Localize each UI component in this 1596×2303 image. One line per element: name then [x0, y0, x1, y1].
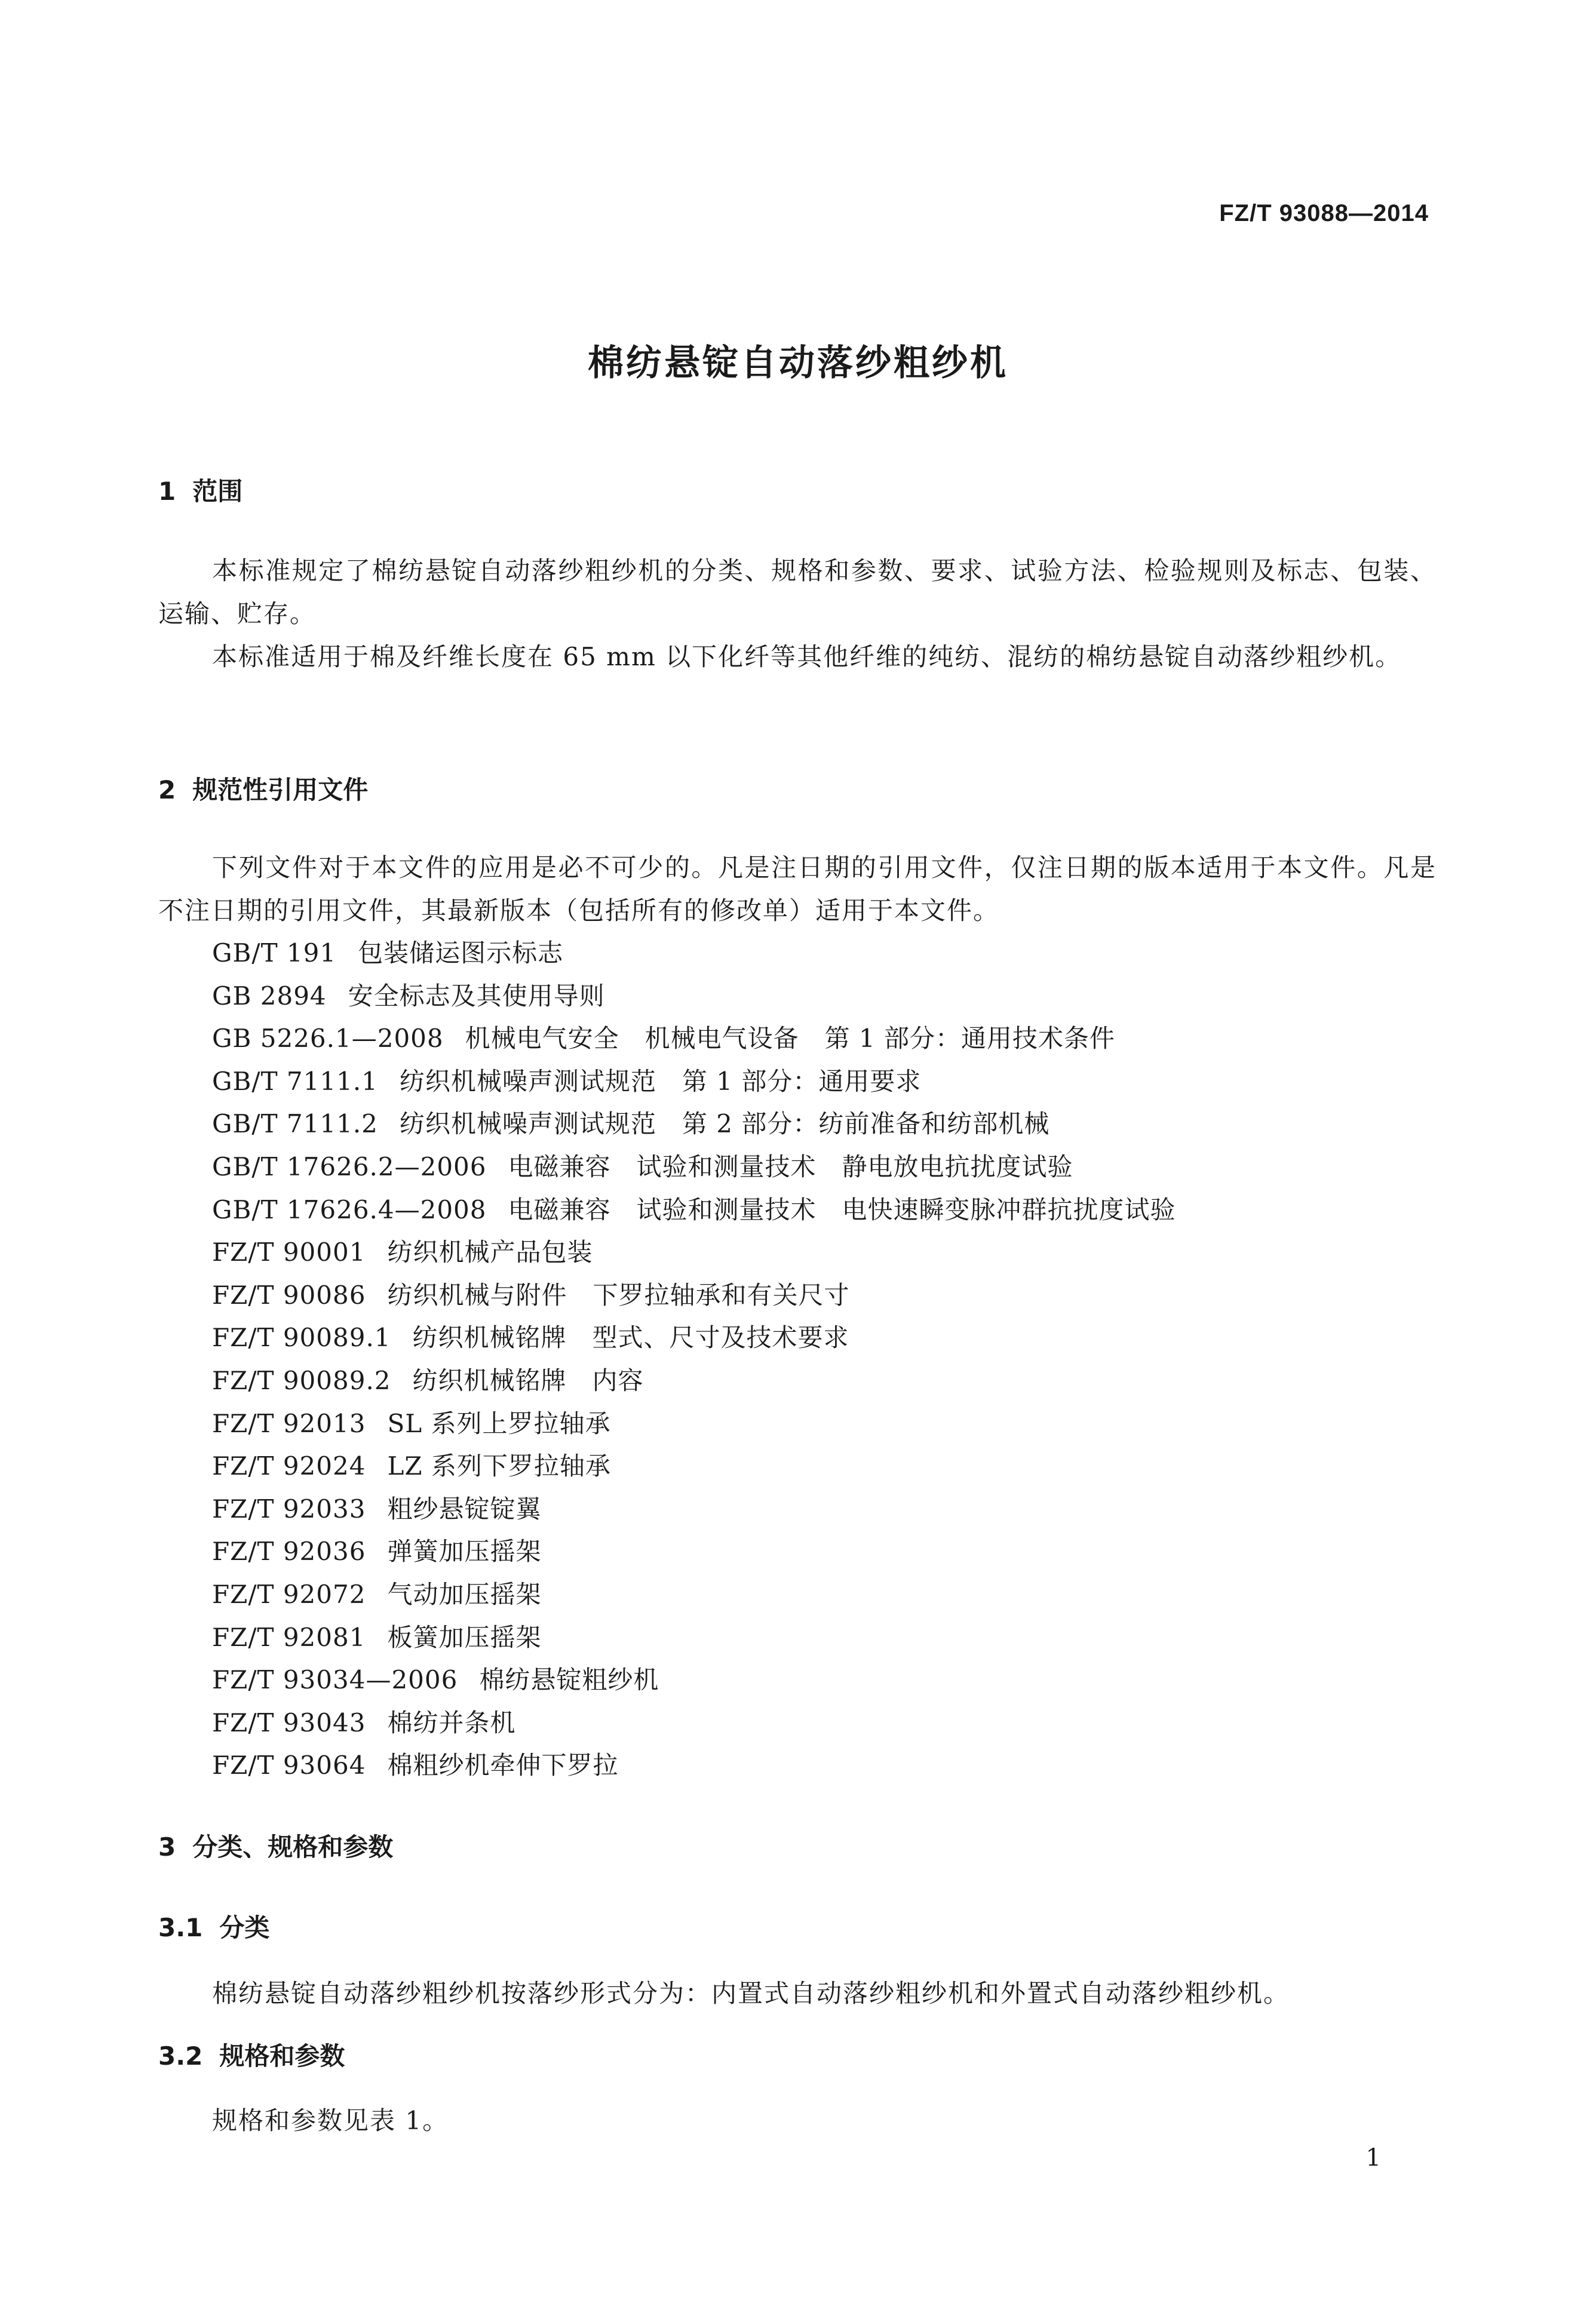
section-2-heading — [158, 770, 368, 806]
reference-title: 弹簧加压摇架 — [387, 1537, 542, 1567]
reference-code: FZ/T 90001 — [212, 1238, 366, 1267]
reference-title: 粗纱悬锭锭翼 — [387, 1494, 542, 1524]
reference-code: GB/T 191 — [212, 938, 337, 968]
reference-code: GB/T 17626.2—2006 — [212, 1152, 487, 1181]
reference-title: 纺织机械与附件 下罗拉轴承和有关尺寸 — [387, 1280, 850, 1310]
reference-title: 棉粗纱机牵伸下罗拉 — [387, 1751, 619, 1780]
reference-title: 机械电气安全 机械电气设备 第 1 部分：通用技术条件 — [465, 1024, 1116, 1054]
reference-code: GB/T 17626.4—2008 — [212, 1195, 487, 1224]
reference-code: FZ/T 93043 — [212, 1708, 366, 1737]
section-number: 3 — [158, 1832, 176, 1862]
reference-code: FZ/T 90086 — [212, 1280, 366, 1310]
reference-code: FZ/T 92013 — [212, 1408, 366, 1438]
section-number: 3.1 — [158, 1913, 203, 1942]
reference-title: 棉纺并条机 — [387, 1708, 516, 1737]
reference-code: GB 2894 — [212, 981, 327, 1011]
reference-title: 板簧加压摇架 — [387, 1622, 542, 1652]
section-number: 3.2 — [158, 2041, 203, 2071]
reference-code: FZ/T 92036 — [212, 1537, 366, 1567]
reference-title: LZ 系列下罗拉轴承 — [387, 1451, 611, 1481]
reference-code: GB/T 7111.1 — [212, 1066, 378, 1096]
reference-title: 纺织机械噪声测试规范 第 2 部分：纺前准备和纺部机械 — [399, 1109, 1050, 1139]
document-title: 棉纺悬锭自动落纱粗纱机 — [588, 342, 1008, 384]
list-item — [212, 1017, 1176, 1060]
section-title: 规范性引用文件 — [192, 775, 369, 804]
list-item — [212, 1060, 1176, 1103]
list-item — [212, 1659, 1176, 1702]
reference-title: 纺织机械产品包装 — [387, 1238, 593, 1267]
section-number: 1 — [158, 477, 176, 506]
standard-code: FZ/T 93088—2014 — [1219, 200, 1429, 226]
section-1-heading — [158, 472, 243, 508]
section-title: 规格和参数 — [219, 2041, 345, 2071]
list-item — [212, 1445, 1176, 1488]
list-item — [212, 1573, 1176, 1616]
specification-text: 规格和参数见表 1。 — [212, 2106, 449, 2135]
reference-code: FZ/T 93034—2006 — [212, 1665, 458, 1695]
reference-title: 包装储运图示标志 — [358, 938, 564, 968]
reference-code: FZ/T 90089.2 — [212, 1365, 391, 1395]
reference-code: FZ/T 93064 — [212, 1751, 366, 1780]
list-item — [212, 1274, 1176, 1317]
list-item — [212, 1316, 1176, 1359]
list-item — [212, 1359, 1176, 1402]
section-3-heading — [158, 1828, 393, 1863]
reference-code: FZ/T 92081 — [212, 1622, 366, 1652]
reference-list — [212, 932, 1176, 1787]
section-3-1-heading — [158, 1908, 269, 1944]
page-number: 1 — [1365, 2144, 1381, 2172]
list-item — [212, 1702, 1176, 1745]
reference-title: 电磁兼容 试验和测量技术 电快速瞬变脉冲群抗扰度试验 — [508, 1195, 1176, 1224]
references-intro: 下列文件对于本文件的应用是必不可少的。凡是注日期的引用文件，仅注日期的版本适用于本文件。凡是不注日期的引用文件，其最新版本（包括所有的修改单）适用于本文件。 — [158, 853, 1437, 925]
reference-code: GB 5226.1—2008 — [212, 1024, 444, 1054]
list-item — [212, 1103, 1176, 1146]
reference-code: FZ/T 92072 — [212, 1579, 366, 1609]
section-number: 2 — [158, 775, 176, 804]
list-item — [212, 1530, 1176, 1573]
reference-code: GB/T 7111.2 — [212, 1109, 378, 1139]
list-item — [212, 1189, 1176, 1232]
reference-title: 电磁兼容 试验和测量技术 静电放电抗扰度试验 — [508, 1152, 1073, 1181]
list-item — [212, 1616, 1176, 1659]
list-item — [212, 932, 1176, 975]
reference-code: FZ/T 92033 — [212, 1494, 366, 1524]
reference-title: 纺织机械噪声测试规范 第 1 部分：通用要求 — [399, 1066, 922, 1096]
list-item — [212, 1402, 1176, 1445]
reference-title: 纺织机械铭牌 内容 — [412, 1365, 644, 1395]
list-item — [212, 1231, 1176, 1274]
list-item — [212, 975, 1176, 1018]
list-item — [212, 1488, 1176, 1531]
reference-code: FZ/T 90089.1 — [212, 1323, 391, 1353]
scope-paragraph-1: 本标准规定了棉纺悬锭自动落纱粗纱机的分类、规格和参数、要求、试验方法、检验规则及标志、包装、运输、贮存。 — [158, 556, 1437, 628]
section-title: 分类 — [219, 1913, 270, 1942]
reference-title: 气动加压摇架 — [387, 1579, 542, 1609]
reference-title: SL 系列上罗拉轴承 — [387, 1408, 611, 1438]
scope-paragraph-2: 本标准适用于棉及纤维长度在 65 mm 以下化纤等其他纤维的纯纺、混纺的棉纺悬锭自动落纱粗纱机。 — [212, 642, 1402, 671]
classification-text: 棉纺悬锭自动落纱粗纱机按落纱形式分为：内置式自动落纱粗纱机和外置式自动落纱粗纱机。 — [212, 1979, 1290, 2008]
section-title: 范围 — [192, 477, 243, 506]
list-item — [212, 1744, 1176, 1787]
section-title: 分类、规格和参数 — [192, 1832, 394, 1862]
section-3-2-heading — [158, 2037, 345, 2072]
reference-title: 棉纺悬锭粗纱机 — [479, 1665, 659, 1695]
list-item — [212, 1146, 1176, 1189]
reference-code: FZ/T 92024 — [212, 1451, 366, 1481]
reference-title: 安全标志及其使用导则 — [348, 981, 605, 1011]
reference-title: 纺织机械铭牌 型式、尺寸及技术要求 — [412, 1323, 849, 1353]
